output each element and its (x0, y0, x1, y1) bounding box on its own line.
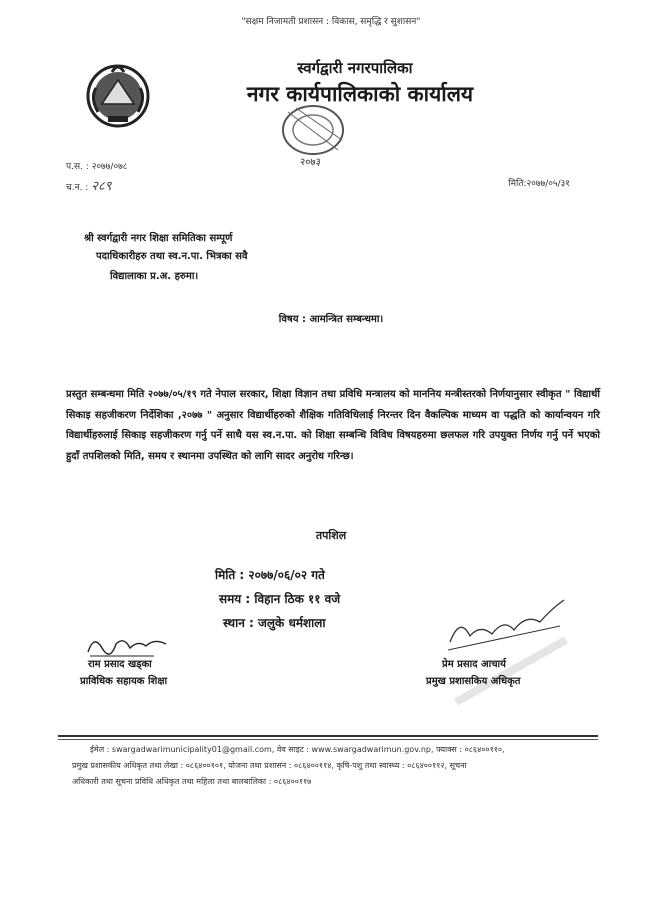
meeting-date: मिति : २०७७/०६/०२ गते (215, 568, 325, 582)
footer-contact: अधिकारी तथा सूचना प्रविधि अधिकृत तथा महिला तथा बालबालिका : ०८६४००११७ (72, 777, 312, 786)
cn-value: २८९ (91, 179, 112, 194)
details-heading: तपशिल (315, 529, 347, 542)
addressee-line: विद्यालाका प्र.अ. हरुमा। (110, 271, 199, 282)
motto: "सक्षम निजामती प्रशासन : विकास, समृद्धि र सुशासन" (241, 17, 421, 27)
right-signatory-title: प्रमुख प्रशासकिय अधिकृत (426, 676, 521, 687)
nepal-emblem-icon (82, 58, 154, 130)
org-name: स्वर्गद्वारी नगरपालिका (297, 59, 413, 77)
addressee-line: पदाधिकारीहरु तथा स्व.न.पा. भित्रका सवै (96, 251, 248, 262)
left-signatory-name: राम प्रसाद खड्का (88, 659, 152, 670)
letter-date: मिति:२०७७/०५/३१ (508, 179, 570, 189)
subject: विषय : आमन्त्रित सम्बन्धमा। (278, 314, 384, 325)
addressee-line: श्री स्वर्गद्वारी नगर शिक्षा समितिका सम्पूर्ण (84, 233, 233, 244)
meeting-place: स्थान : जलुके धर्मशाला (223, 616, 326, 630)
footer-contact: प्रमुख प्रशासकीय अधिकृत तथा लेखा : ०८६४००१०१, योजना तथा प्रशासन : ०८६४००११४, कृषि-पशु तथा स्वास्थ्य : ०८६४००११२, सूचना (72, 761, 467, 770)
seal-year: २०७३ (300, 157, 321, 168)
cn-reference (66, 176, 111, 194)
right-signature (440, 596, 580, 706)
letter-body: प्रस्तुत सम्बन्धमा मिति २०७७/०५/१९ गते नेपाल सरकार, शिक्षा विज्ञान तथा प्रविधि मन्त्रालय को माननिय मन्त्रीस्तरको निर्णयानुसार स्वीकृत " विद्यार्थी सिकाइ सहजीकरण निर्देशिका ,२०७७ " अनुसार विद्यार्थीहरुको शैक्षिक गतिविधिलाई निरन्तर दिन वैकल्पिक माध्यम वा पद्धति को कार्यान्वयन गरि विद्यार्थीहरुलाई सिकाइ सहजीकरण गर्नु पर्ने साथै यस स्व.न.पा. को शिक्षा सम्बन्धि विविध विषयहरुमा छलफल गरि उपयुक्त निर्णय गर्नु पर्ने भएको हुदाँ तपशिलको मिति, समय र स्थानमा उपस्थित को लागि सादर अनुरोध गरिन्छ। (66, 389, 600, 462)
right-signatory-name: प्रेम प्रसाद आचार्य (442, 659, 506, 670)
meeting-time: समय : विहान ठिक ११ वजे (219, 592, 341, 606)
ps-label: प.स. : (66, 162, 89, 172)
ps-value: २०७७/०७८ (91, 162, 128, 172)
footer-divider (58, 739, 598, 740)
ps-reference (66, 159, 127, 172)
footer-divider (58, 735, 598, 737)
cn-label: च.न. : (66, 183, 89, 193)
footer-contact: ईमेल : swargadwarimunicipality01@gmail.com, वेव साइट : www.swargadwarimun.gov.np, फ्याक्स : ०८६४००११०, (90, 745, 505, 754)
left-signatory-title: प्राविधिक सहायक शिक्षा (80, 676, 168, 687)
office-name: नगर कार्यपालिकाको कार्यालय (246, 82, 474, 106)
